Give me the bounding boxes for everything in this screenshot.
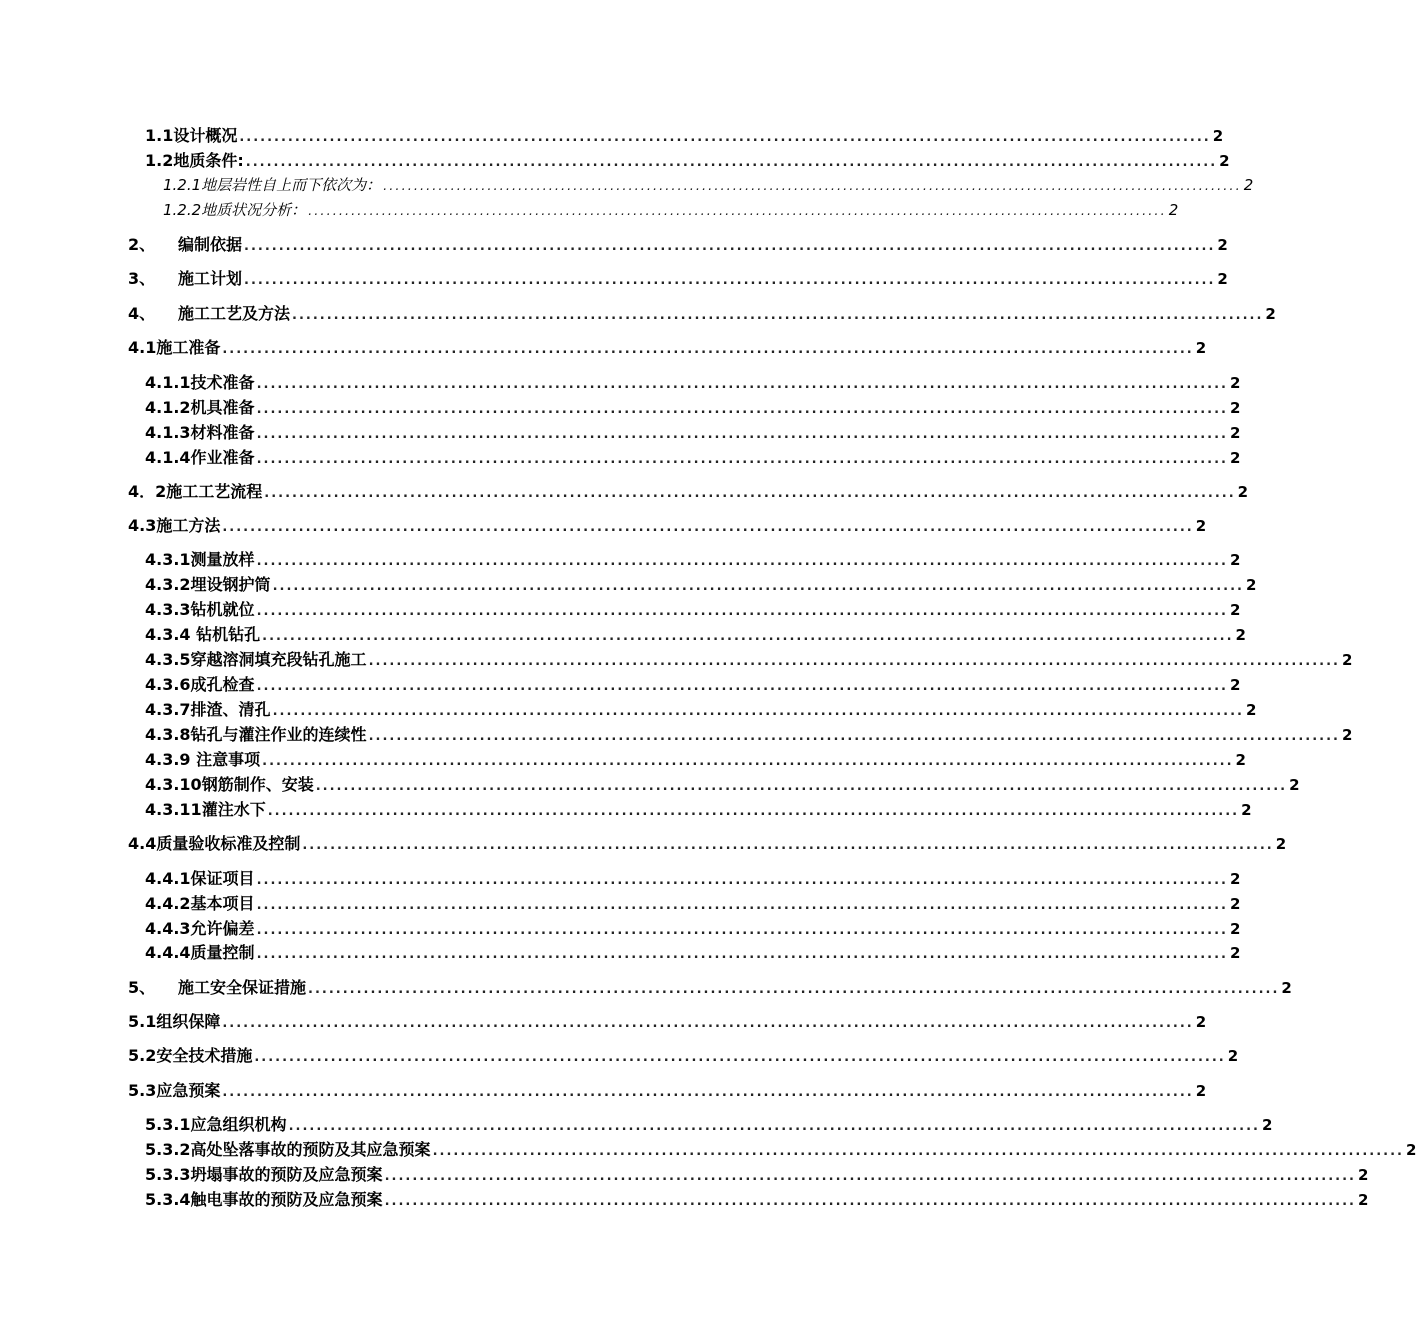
toc-entry[interactable] bbox=[145, 918, 1241, 940]
toc-page-number: 2 bbox=[1212, 127, 1224, 145]
toc-entry[interactable] bbox=[145, 868, 1241, 890]
toc-page-number: 2 bbox=[1261, 1116, 1273, 1134]
toc-entry-label: 4.4.3允许偏差 bbox=[145, 919, 255, 938]
toc-entry-label bbox=[128, 977, 306, 999]
toc-page-number: 2 bbox=[1217, 236, 1228, 254]
toc-entry[interactable] bbox=[128, 515, 1207, 537]
toc-entry[interactable] bbox=[145, 893, 1241, 915]
toc-entry-label: 4.1.2机具准备 bbox=[145, 398, 255, 417]
toc-leader: ............................................................................................................................................ bbox=[256, 923, 1228, 938]
toc-entry[interactable] bbox=[128, 977, 1292, 999]
toc-entry[interactable] bbox=[128, 481, 1249, 503]
toc-page-number: 2 bbox=[1265, 305, 1276, 323]
toc-entry[interactable] bbox=[128, 303, 1276, 325]
toc-entry[interactable] bbox=[163, 199, 1179, 221]
toc-entry-label: 4.3.2埋设钢护筒 bbox=[145, 575, 271, 594]
toc-leader: ............................................................................................................................................ bbox=[383, 179, 1242, 194]
toc-leader: ............................................................................................................................................ bbox=[256, 554, 1228, 569]
toc-entry-title: 施工工艺及方法 bbox=[178, 304, 291, 323]
toc-entry-label: 4．2施工工艺流程 bbox=[128, 482, 263, 501]
toc-entry-number: 4、 bbox=[128, 304, 156, 323]
toc-entry-label: 5.3.4触电事故的预防及应急预案 bbox=[145, 1190, 383, 1209]
toc-page-number: 2 bbox=[1229, 920, 1241, 938]
toc-page-number: 2 bbox=[1341, 651, 1353, 669]
toc-page-number: 2 bbox=[1405, 1141, 1416, 1159]
toc-entry-label: 4.4.4质量控制 bbox=[145, 943, 255, 962]
toc-page-number: 2 bbox=[1229, 676, 1241, 694]
toc-page-number: 2 bbox=[1235, 751, 1246, 769]
toc-leader: ............................................................................................................................................ bbox=[292, 308, 1264, 323]
toc-leader: ............................................................................................................................................ bbox=[256, 452, 1228, 467]
toc-entry[interactable] bbox=[128, 833, 1287, 855]
toc-entry[interactable] bbox=[145, 599, 1241, 621]
toc-entry[interactable] bbox=[145, 1189, 1369, 1211]
toc-page-number: 2 bbox=[1229, 551, 1241, 569]
toc-leader: ............................................................................................................................................ bbox=[368, 729, 1340, 744]
toc-entry[interactable] bbox=[145, 649, 1353, 671]
toc-entry-label: 4.1.1技术准备 bbox=[145, 373, 255, 392]
toc-page-number: 2 bbox=[1195, 1082, 1207, 1100]
toc-entry[interactable] bbox=[128, 1045, 1239, 1067]
toc-entry-label: 4.3.6成孔检查 bbox=[145, 675, 255, 694]
toc-leader: ............................................................................................................................................ bbox=[239, 130, 1211, 145]
toc-entry-label: 4.3.1测量放样 bbox=[145, 550, 255, 569]
toc-entry[interactable] bbox=[128, 337, 1207, 359]
toc-page-number: 2 bbox=[1229, 424, 1241, 442]
toc-page-number: 2 bbox=[1227, 1047, 1239, 1065]
toc-leader: ............................................................................................................................................ bbox=[256, 679, 1228, 694]
toc-page-number: 2 bbox=[1229, 449, 1241, 467]
toc-entry[interactable] bbox=[145, 749, 1246, 771]
toc-leader: ............................................................................................................................................ bbox=[432, 1144, 1404, 1159]
toc-leader: ............................................................................................................................................ bbox=[244, 273, 1216, 288]
toc-entry[interactable] bbox=[145, 372, 1241, 394]
toc-entry[interactable] bbox=[145, 150, 1230, 172]
toc-entry[interactable] bbox=[145, 125, 1224, 147]
toc-leader: ............................................................................................................................................ bbox=[222, 342, 1194, 357]
toc-entry-label: 4.1施工准备 bbox=[128, 338, 221, 357]
toc-page-number: 2 bbox=[1357, 1191, 1369, 1209]
toc-entry[interactable] bbox=[145, 447, 1241, 469]
toc-page-number: 2 bbox=[1229, 944, 1241, 962]
toc-entry-label: 5.1组织保障 bbox=[128, 1012, 221, 1031]
toc-entry[interactable] bbox=[128, 268, 1228, 290]
toc-entry[interactable] bbox=[145, 422, 1241, 444]
toc-entry-label: 4.3.5穿越溶洞填充段钻孔施工 bbox=[145, 650, 367, 669]
toc-entry-number: 2、 bbox=[128, 235, 156, 254]
toc-entry[interactable] bbox=[145, 1139, 1416, 1161]
toc-entry[interactable] bbox=[145, 774, 1300, 796]
toc-leader: ............................................................................................................................................ bbox=[267, 804, 1240, 819]
toc-entry-label: 4.4.1保证项目 bbox=[145, 869, 255, 888]
toc-entry-label: 5.2安全技术措施 bbox=[128, 1046, 253, 1065]
toc-page-number: 2 bbox=[1168, 201, 1179, 219]
toc-leader: ............................................................................................................................................ bbox=[245, 155, 1218, 170]
toc-page-number: 2 bbox=[1243, 176, 1254, 194]
toc-leader: ............................................................................................................................................ bbox=[244, 239, 1216, 254]
toc-entry-label: 1.2.1地层岩性自上而下依次为： bbox=[163, 176, 382, 194]
toc-leader: ............................................................................................................................................ bbox=[308, 204, 1167, 219]
toc-page-number: 2 bbox=[1281, 979, 1292, 997]
toc-entry[interactable] bbox=[145, 674, 1241, 696]
toc-entry-label: 5.3.1应急组织机构 bbox=[145, 1115, 287, 1134]
toc-leader: ............................................................................................................................................ bbox=[256, 402, 1228, 417]
toc-entry-label: 4.4.2基本项目 bbox=[145, 894, 255, 913]
toc-entry-label: 1.1设计概况 bbox=[145, 126, 238, 145]
toc-leader: ............................................................................................................................................ bbox=[368, 654, 1340, 669]
toc-leader: ............................................................................................................................................ bbox=[315, 779, 1288, 794]
toc-leader: ............................................................................................................................................ bbox=[272, 704, 1244, 719]
toc-entry-label: 5.3应急预案 bbox=[128, 1081, 221, 1100]
toc-entry-label bbox=[128, 268, 242, 290]
toc-entry[interactable] bbox=[163, 174, 1254, 196]
toc-leader: ............................................................................................................................................ bbox=[256, 898, 1228, 913]
toc-entry-label: 4.3.3钻机就位 bbox=[145, 600, 255, 619]
toc-entry[interactable] bbox=[145, 699, 1257, 721]
toc-leader: ............................................................................................................................................ bbox=[256, 604, 1228, 619]
toc-page-number: 2 bbox=[1241, 801, 1252, 819]
toc-page-number: 2 bbox=[1195, 517, 1207, 535]
toc-entry-label: 4.3.9 注意事项 bbox=[145, 750, 261, 769]
toc-leader: ............................................................................................................................................ bbox=[262, 754, 1234, 769]
toc-entry[interactable] bbox=[145, 1114, 1273, 1136]
toc-entry-label: 4.4质量验收标准及控制 bbox=[128, 834, 301, 853]
toc-entry-label: 5.3.2高处坠落事故的预防及其应急预案 bbox=[145, 1140, 431, 1159]
toc-leader: ............................................................................................................................................ bbox=[302, 838, 1274, 853]
toc-entry-title: 施工计划 bbox=[178, 269, 243, 288]
toc-entry-label: 4.1.3材料准备 bbox=[145, 423, 255, 442]
toc-entry[interactable] bbox=[145, 397, 1241, 419]
toc-page-number: 2 bbox=[1275, 835, 1287, 853]
toc-entry-label bbox=[128, 303, 290, 325]
toc-page-number: 2 bbox=[1195, 1013, 1207, 1031]
toc-page-number: 2 bbox=[1245, 576, 1257, 594]
toc-leader: ............................................................................................................................................ bbox=[264, 486, 1236, 501]
toc-entry-label: 4.3施工方法 bbox=[128, 516, 221, 535]
toc-entry-label: 4.3.11灌注水下 bbox=[145, 800, 266, 819]
toc-entry-label: 4.3.4 钻机钻孔 bbox=[145, 625, 261, 644]
toc-page-number: 2 bbox=[1235, 626, 1246, 644]
toc-entry-label: 1.2.2地质状况分析： bbox=[163, 201, 307, 219]
toc-entry-label bbox=[128, 234, 242, 256]
toc-page-number: 2 bbox=[1229, 601, 1241, 619]
toc-entry-label: 4.1.4作业准备 bbox=[145, 448, 255, 467]
toc-entry-label: 5.3.3坍塌事故的预防及应急预案 bbox=[145, 1165, 383, 1184]
toc-leader: ............................................................................................................................................ bbox=[256, 873, 1228, 888]
toc-leader: ............................................................................................................................................ bbox=[222, 1016, 1194, 1031]
toc-leader: ............................................................................................................................................ bbox=[222, 1085, 1194, 1100]
toc-page-number: 2 bbox=[1217, 270, 1228, 288]
toc-entry-label: 4.3.10钢筋制作、安装 bbox=[145, 775, 314, 794]
toc-entry[interactable] bbox=[145, 724, 1353, 746]
toc-entry-label: 4.3.7排渣、清孔 bbox=[145, 700, 271, 719]
toc-entry[interactable] bbox=[128, 234, 1228, 256]
toc-leader: ............................................................................................................................................ bbox=[262, 629, 1234, 644]
toc-leader: ............................................................................................................................................ bbox=[384, 1169, 1356, 1184]
toc-entry-number: 3、 bbox=[128, 269, 156, 288]
toc-leader: ............................................................................................................................................ bbox=[254, 1050, 1226, 1065]
toc-page-number: 2 bbox=[1289, 776, 1300, 794]
toc-entry-label: 4.3.8钻孔与灌注作业的连续性 bbox=[145, 725, 367, 744]
toc-page-number: 2 bbox=[1229, 374, 1241, 392]
toc-entry-label: 1.2地质条件: bbox=[145, 151, 244, 170]
toc-entry[interactable] bbox=[145, 624, 1246, 646]
toc-page-number: 2 bbox=[1195, 339, 1207, 357]
toc-entry[interactable] bbox=[145, 574, 1257, 596]
toc-page-number: 2 bbox=[1237, 483, 1249, 501]
toc-page-number: 2 bbox=[1341, 726, 1353, 744]
toc-entry[interactable] bbox=[145, 799, 1252, 821]
toc-page-number: 2 bbox=[1229, 895, 1241, 913]
toc-entry-title: 编制依据 bbox=[178, 235, 243, 254]
toc-leader: ............................................................................................................................................ bbox=[384, 1194, 1356, 1209]
toc-leader: ............................................................................................................................................ bbox=[256, 377, 1228, 392]
toc-leader: ............................................................................................................................................ bbox=[256, 427, 1228, 442]
toc-page-number: 2 bbox=[1357, 1166, 1369, 1184]
toc-leader: ............................................................................................................................................ bbox=[272, 579, 1244, 594]
toc-entry-number: 5、 bbox=[128, 978, 156, 997]
toc-leader: ............................................................................................................................................ bbox=[308, 982, 1280, 997]
toc-entry[interactable] bbox=[128, 1011, 1207, 1033]
toc-entry[interactable] bbox=[145, 942, 1241, 964]
toc-page-number: 2 bbox=[1245, 701, 1257, 719]
toc-leader: ............................................................................................................................................ bbox=[222, 520, 1194, 535]
toc-page-number: 2 bbox=[1229, 399, 1241, 417]
toc-entry[interactable] bbox=[128, 1080, 1207, 1102]
toc-page-number: 2 bbox=[1229, 870, 1241, 888]
toc-page-number: 2 bbox=[1219, 152, 1230, 170]
toc-leader: ............................................................................................................................................ bbox=[288, 1119, 1260, 1134]
toc-entry-title: 施工安全保证措施 bbox=[178, 978, 307, 997]
toc-entry[interactable] bbox=[145, 1164, 1369, 1186]
toc-leader: ............................................................................................................................................ bbox=[256, 947, 1228, 962]
toc-entry[interactable] bbox=[145, 549, 1241, 571]
